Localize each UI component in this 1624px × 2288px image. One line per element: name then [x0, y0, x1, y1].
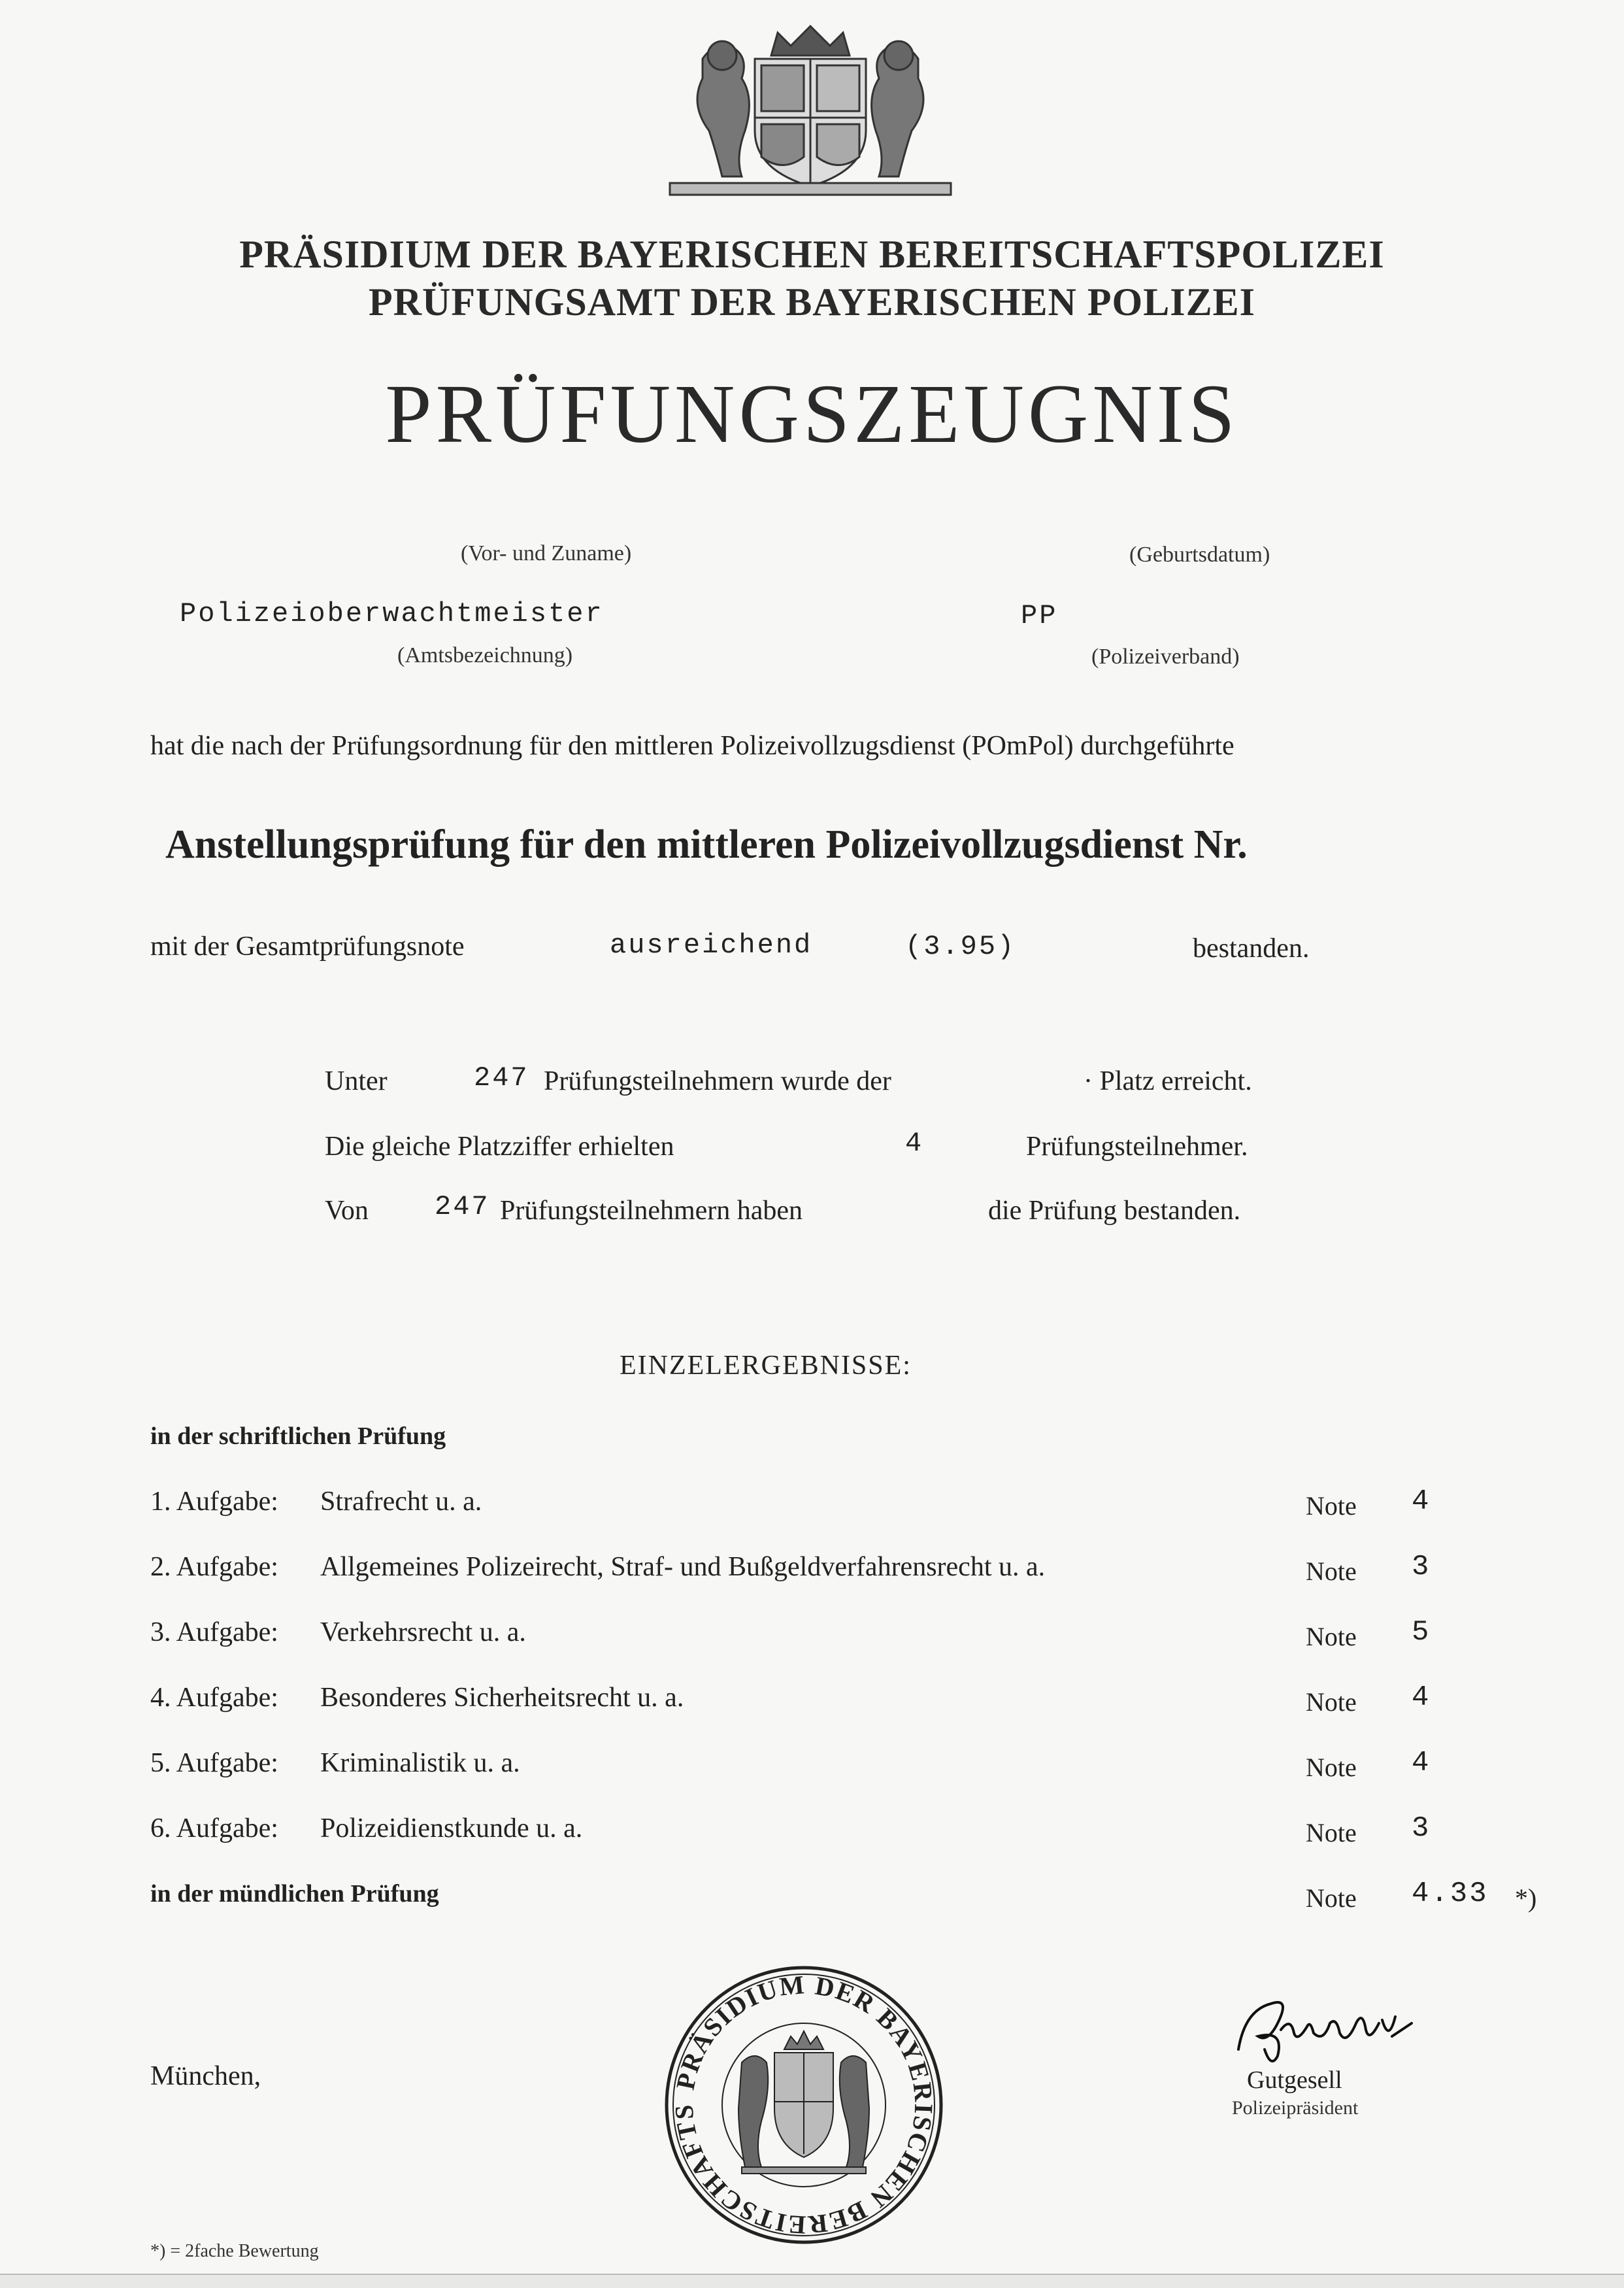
result-prefix: mit der Gesamtprüfungsnote — [150, 932, 465, 962]
document-title: PRÜFUNGSZEUGNIS — [385, 367, 1239, 460]
written-heading: in der schriftlichen Prüfung — [150, 1422, 446, 1450]
task-grade: 4 — [1412, 1681, 1429, 1714]
place-text: München, — [150, 2061, 261, 2091]
signatory-name: Gutgesell — [1247, 2066, 1342, 2094]
header-line-1: PRÄSIDIUM DER BAYERISCHEN BEREITSCHAFTSPOLIZEI — [239, 233, 1385, 276]
task-label: 4. Aufgabe: — [150, 1683, 278, 1713]
rank-value: Polizeioberwachtmeister — [180, 598, 604, 630]
task-subject: Verkehrsrecht u. a. — [320, 1617, 526, 1647]
ranking-line2-count: 4 — [905, 1128, 924, 1159]
ranking-line3-count: 247 — [435, 1191, 490, 1222]
oral-grade: 4.33 — [1412, 1877, 1489, 1910]
unit-value: PP — [1021, 600, 1058, 631]
seal-text: PRÄSIDIUM DER BAYERISCHEN BEREITSCHAFTS — [669, 1970, 939, 2240]
task-subject: Besonderes Sicherheitsrecht u. a. — [320, 1683, 684, 1713]
task-note-label: Note — [1306, 1556, 1357, 1586]
task-subject: Polizeidienstkunde u. a. — [320, 1813, 583, 1843]
footnote: *) = 2fache Bewertung — [150, 2241, 319, 2261]
task-note-label: Note — [1306, 1818, 1357, 1847]
task-note-label: Note — [1306, 1687, 1357, 1717]
task-label: 6. Aufgabe: — [150, 1813, 278, 1843]
task-note-label: Note — [1306, 1491, 1357, 1521]
task-grade: 4 — [1412, 1485, 1429, 1518]
task-label: 3. Aufgabe: — [150, 1617, 278, 1647]
results-heading: EINZELERGEBNISSE: — [620, 1351, 912, 1381]
header-line-2: PRÜFUNGSAMT DER BAYERISCHEN POLIZEI — [369, 280, 1255, 324]
task-note-label: Note — [1306, 1622, 1357, 1651]
ranking-line3-b: Prüfungsteilnehmern haben — [500, 1196, 803, 1226]
task-subject: Kriminalistik u. a. — [320, 1748, 520, 1778]
coat-of-arms-emblem — [663, 20, 957, 199]
rank-caption: (Amtsbezeichnung) — [397, 643, 573, 667]
task-grade: 3 — [1412, 1551, 1429, 1583]
intro-text: hat die nach der Prüfungsordnung für den mittleren Polizeivollzugsdienst (POmPol) durchgeführte — [150, 731, 1235, 761]
task-label: 5. Aufgabe: — [150, 1748, 278, 1778]
ranking-line3-a: Von — [325, 1196, 369, 1226]
ranking-line2-b: Prüfungsteilnehmer. — [1026, 1132, 1248, 1162]
ranking-line1-count: 247 — [474, 1062, 529, 1094]
oral-marker: *) — [1515, 1883, 1537, 1913]
task-subject: Allgemeines Polizeirecht, Straf- und Bußgeldverfahrensrecht u. a. — [320, 1552, 1046, 1582]
official-seal — [663, 1964, 944, 2246]
task-grade: 5 — [1412, 1616, 1429, 1649]
signatory-role: Polizeipräsident — [1232, 2097, 1359, 2119]
task-grade: 3 — [1412, 1812, 1429, 1845]
ranking-line1-c: · Platz erreicht. — [1084, 1066, 1252, 1096]
task-label: 1. Aufgabe: — [150, 1487, 278, 1517]
grade-number: (3.95) — [905, 931, 1016, 962]
ranking-line3-c: die Prüfung bestanden. — [988, 1196, 1241, 1226]
page-bottom-edge — [0, 2274, 1624, 2288]
task-note-label: Note — [1306, 1753, 1357, 1782]
grade-word: ausreichend — [610, 930, 813, 961]
signature-image — [1232, 1984, 1415, 2069]
name-caption: (Vor- und Zuname) — [461, 541, 632, 565]
exam-title: Anstellungsprüfung für den mittleren Polizeivollzugsdienst Nr. — [165, 822, 1248, 867]
ranking-line1-b: Prüfungsteilnehmern wurde der — [544, 1066, 891, 1096]
task-grade: 4 — [1412, 1747, 1429, 1779]
unit-caption: (Polizeiverband) — [1091, 645, 1240, 669]
task-subject: Strafrecht u. a. — [320, 1487, 482, 1517]
result-suffix: bestanden. — [1193, 934, 1310, 964]
ranking-line1-a: Unter — [325, 1066, 388, 1096]
task-label: 2. Aufgabe: — [150, 1552, 278, 1582]
ranking-line2-a: Die gleiche Platzziffer erhielten — [325, 1132, 674, 1162]
oral-heading: in der mündlichen Prüfung — [150, 1880, 439, 1908]
oral-note-label: Note — [1306, 1883, 1357, 1913]
birthdate-caption: (Geburtsdatum) — [1129, 543, 1270, 567]
